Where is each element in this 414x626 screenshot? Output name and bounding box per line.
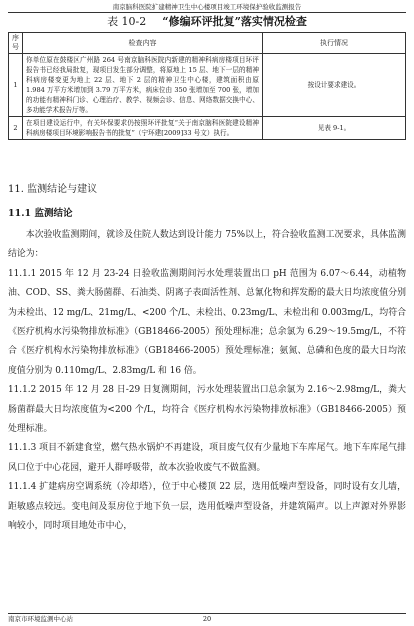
page-footer <box>8 613 406 625</box>
page-number: 20 <box>202 615 212 623</box>
col-header-no: 序号 <box>9 33 23 54</box>
conclusion-paragraph-2: 11.1.2 2015 年 12 月 28 日-29 日复测期间，污水处理装置出口总余氯为 2.16～2.98mg/L，粪大肠菌群最大日均浓度值为<200 个/L，均符合《医疗机构水污染物排放标准》（GB18466-2005）预处理标准。 <box>8 385 406 435</box>
table-header-row <box>9 33 406 54</box>
table-title-text: “修编环评批复”落实情况检查 <box>162 15 307 28</box>
body-text <box>8 226 406 537</box>
row-status: 见表 9-1。 <box>263 117 406 140</box>
row-no: 1 <box>9 54 23 117</box>
table-row <box>9 54 406 117</box>
subsection-heading: 11.1 监测结论 <box>8 208 73 219</box>
col-header-status: 执行情况 <box>263 33 406 54</box>
row-no: 2 <box>9 117 23 140</box>
table-caption <box>0 14 414 30</box>
table-number: 表 10-2 <box>107 15 147 28</box>
conclusion-paragraph-4: 11.1.4 扩建病房空调系统（冷却塔），位于中心楼顶 22 层，选用低噪声型设备，同时设有女儿墙，距敏感点较远。变电间及泵房位于地下负一层，选用低噪声型设备，并建筑隔声。以上声源对外界影响较小，同时项目地处市中心， <box>8 482 406 532</box>
footer-org: 南京市环境监测中心站 <box>8 615 73 623</box>
intro-paragraph: 本次验收监测期间，就诊及住院人数达到设计能力 75%以上，符合验收监测工况要求，具体监测结论为： <box>8 230 406 260</box>
row-status: 按设计要求建设。 <box>263 54 406 117</box>
row-content: 在项目建设运行中，有关环保要求仍按照环评批复“关于南京脑科医院建设精神科病房楼项目环境影响报告书的批复”（宁环建[2009]33 号文）执行。 <box>23 117 263 140</box>
running-header: 南京脑科医院扩建精神卫生中心楼项目竣工环境保护验收监测报告 <box>8 2 406 13</box>
col-header-content: 检查内容 <box>23 33 263 54</box>
table-row <box>9 117 406 140</box>
section-heading: 11. 监测结论与建议 <box>8 184 98 195</box>
row-content: 你单位原在鼓楼区广州路 264 号南京脑科医院内新建的精神科病房楼项目环评报告书已经我局批复，现项目发生部分调整，将原地上 15 层、地下一层的精神科病房楼变更为地上 22 层、地下 2 层的精神卫生中心楼，建筑面积由原 1.984 万平方米增加到 3.79 万平方米，病床位由 350 张增加至 700 张，增加的功能有精神科门诊、心理治疗、教学、视频会诊、信息、网络数据交换中心、多功能学术报告厅等。 <box>23 54 263 117</box>
inspection-table <box>8 32 406 140</box>
conclusion-paragraph-1: 11.1.1 2015 年 12 月 23-24 日验收监测期间污水处理装置出口 pH 范围为 6.07～6.44，动植物油、COD、SS、粪大肠菌群、石油类、阴离子表面活性剂、总氰化物和挥发酚的最大日均浓度值分别为未检出、12 mg/L、21mg/L、<200 个/L、未检出、0.23mg/L、未检出和 0.003mg/L，均符合《医疗机构水污染物排放标准》（GB18466-2005）预处理标准；总余氯为 6.29～19.5mg/L，不符合《医疗机构水污染物排放标准》（GB18466-2005）预处理标准；氨氮、总磷和色度的最大日均浓度值分别为 0.110mg/L、2.83mg/L 和 16 倍。 <box>8 268 406 376</box>
conclusion-paragraph-3: 11.1.3 项目不新建食堂，燃气热水锅炉不再建设，项目废气仅有少量地下车库尾气。地下车库尾气排风口位于中心花园，避开人群呼吸带，故本次验收废气不做监测。 <box>8 443 406 473</box>
